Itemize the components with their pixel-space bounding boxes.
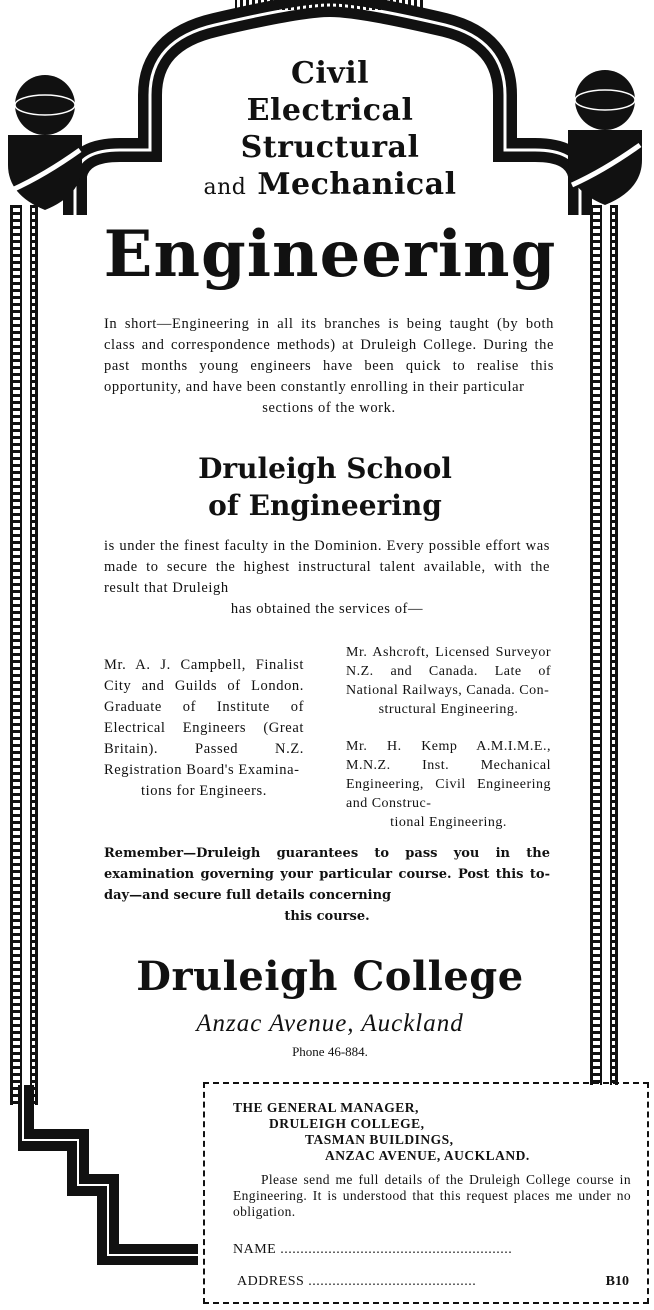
school-line2: of Engineering xyxy=(208,489,442,522)
campbell-body: Mr. A. J. Campbell, Finalist City and Guilds of London. Graduate of Institute of Electrical Engineers (Great Britain). Passed N.Z. Registration Board's Examina- xyxy=(104,657,304,778)
corner-ornament xyxy=(18,1085,203,1265)
coupon-name-field[interactable]: NAME .......................................................... xyxy=(233,1242,513,1257)
recipient-line1: THE GENERAL MANAGER, xyxy=(233,1100,419,1115)
staff-kemp xyxy=(346,737,551,832)
kemp-body: Mr. H. Kemp A.M.I.M.E., M.N.Z. Inst. Mechanical Engineering, Civil Engineering and Construc- xyxy=(346,739,551,811)
recipient-line4: ANZAC AVENUE, AUCKLAND. xyxy=(325,1148,530,1163)
title-and: and xyxy=(203,175,247,200)
recipient-line2: DRULEIGH COLLEGE, xyxy=(269,1116,425,1131)
title-civil: Civil xyxy=(291,56,369,91)
intro-paragraph xyxy=(104,314,554,419)
title-electrical: Electrical xyxy=(246,93,414,128)
coupon-address-field[interactable]: ADDRESS .......................................... xyxy=(237,1274,477,1289)
faculty-last-line: has obtained the services of— xyxy=(230,601,424,617)
title-block xyxy=(150,55,510,206)
faculty-body: is under the finest faculty in the Dominion. Every possible effort was made to secure the highest instructural talent available, with the result that Druleigh xyxy=(104,538,550,596)
college-address: Anzac Avenue, Auckland xyxy=(196,1010,464,1037)
right-border xyxy=(590,205,618,1085)
recipient-line3: TASMAN BUILDINGS, xyxy=(305,1132,454,1147)
college-name: Druleigh College xyxy=(136,953,524,1000)
top-crown xyxy=(235,0,425,10)
coupon-code: B10 xyxy=(602,1274,629,1290)
remember-last: this course. xyxy=(284,909,370,924)
left-border xyxy=(10,205,38,1105)
school-line1: Druleigh School xyxy=(198,452,452,485)
school-heading xyxy=(100,450,550,524)
ashcroft-body: Mr. Ashcroft, Licensed Surveyor N.Z. and Canada. Late of National Railways, Canada. Con- xyxy=(346,645,551,698)
college-phone: Phone 46-884. xyxy=(292,1044,368,1059)
campbell-last: tions for Engineers. xyxy=(141,783,267,799)
title-mechanical: Mechanical xyxy=(257,167,457,202)
left-crest xyxy=(8,75,82,210)
left-globe xyxy=(15,75,75,135)
coupon-recipient xyxy=(233,1100,633,1164)
intro-last-line: sections of the work. xyxy=(262,400,396,416)
kemp-last: tional Engineering. xyxy=(390,815,507,830)
staff-campbell xyxy=(104,655,304,802)
right-crest xyxy=(568,70,642,205)
headline-engineering: Engineering xyxy=(103,217,557,292)
coupon-box xyxy=(203,1082,649,1304)
intro-body: In short—Engineering in all its branches is being taught (by both class and correspondence methods) at Druleigh College. During the past months young engineers have been quick to realise this opportunity, and have been constantly enrolling in their particular xyxy=(104,316,554,395)
staff-right-column xyxy=(346,643,551,832)
remember-paragraph xyxy=(104,843,550,927)
coupon-request: Please send me full details of the Druleigh College course in Engineering. It is understood that this request places me under no obligation. xyxy=(233,1172,631,1219)
remember-body: Remember—Druleigh guarantees to pass you in the examination governing your particular course. Post this to-day—and secure full details concerning xyxy=(104,846,550,903)
right-globe xyxy=(575,70,635,130)
faculty-paragraph xyxy=(104,536,550,620)
title-structural: Structural xyxy=(240,130,420,165)
title-mechanical-line xyxy=(150,166,510,206)
ashcroft-last: structural Engineering. xyxy=(378,702,519,717)
staff-ashcroft xyxy=(346,643,551,719)
